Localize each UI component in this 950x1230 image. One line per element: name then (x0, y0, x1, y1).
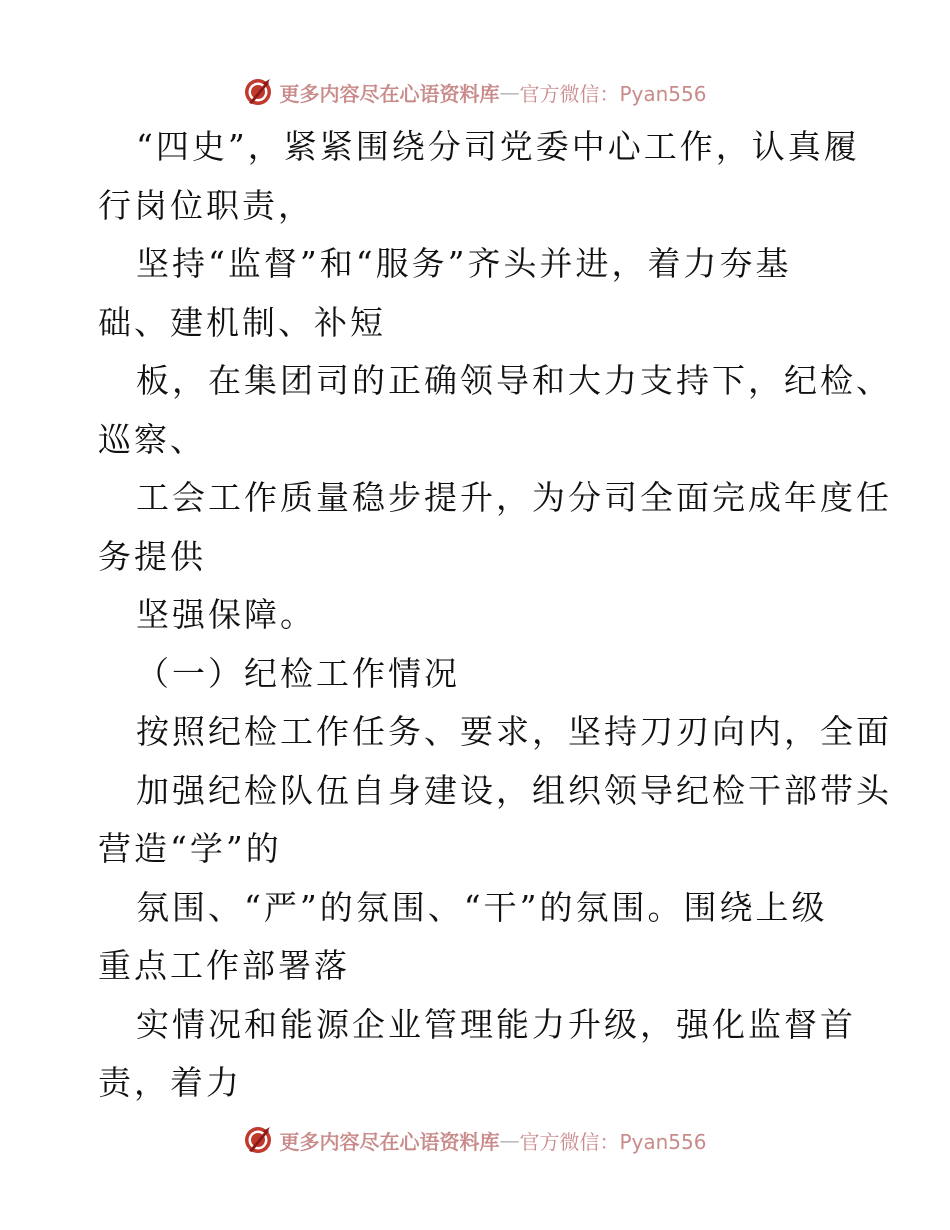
text-line: 巡察、 (98, 419, 206, 459)
text-line: 务提供 (98, 536, 206, 576)
document-body (98, 118, 892, 1113)
quill-logo-icon (243, 1125, 273, 1155)
text-line: 营造“学”的 (98, 829, 282, 868)
text-line: 工会工作质量稳步提升，为分司全面完成年度任 (136, 478, 892, 517)
watermark-site-text: 更多内容尽在心语资料库 (279, 81, 500, 106)
header-watermark (0, 72, 950, 112)
watermark-site-text: 更多内容尽在心语资料库 (279, 1129, 500, 1154)
text-line: 坚持“监督”和“服务”齐头并进，着力夯基 (136, 244, 792, 283)
watermark-separator: — (499, 1128, 520, 1152)
watermark-wechat-text: 官方微信：Pyan556 (519, 81, 707, 106)
text-line: 础、建机制、补短 (98, 302, 386, 342)
text-line: 板，在集团司的正确领导和大力支持下，纪检、 (136, 361, 892, 400)
text-line: 氛围、“严”的氛围、“干”的氛围。围绕上级 (136, 887, 828, 927)
watermark-wechat-text: 官方微信：Pyan556 (519, 1129, 707, 1154)
text-line: 坚强保障。 (136, 595, 316, 634)
text-line: 行岗位职责， (98, 185, 314, 225)
watermark-separator: — (499, 80, 520, 104)
text-line: 责，着力 (98, 1063, 242, 1102)
footer-watermark (0, 1120, 950, 1160)
text-line: “四史”，紧紧围绕分司党委中心工作，认真履 (136, 127, 860, 166)
section-heading: （一）纪检工作情况 (136, 653, 460, 693)
text-line: 加强纪检队伍自身建设，组织领导纪检干部带头 (136, 770, 892, 810)
quill-logo-icon (243, 77, 273, 107)
text-line: 实情况和能源企业管理能力升级，强化监督首 (136, 1004, 856, 1044)
text-line: 按照纪检工作任务、要求，坚持刀刃向内，全面 (136, 712, 892, 751)
text-line: 重点工作部署落 (98, 946, 350, 985)
